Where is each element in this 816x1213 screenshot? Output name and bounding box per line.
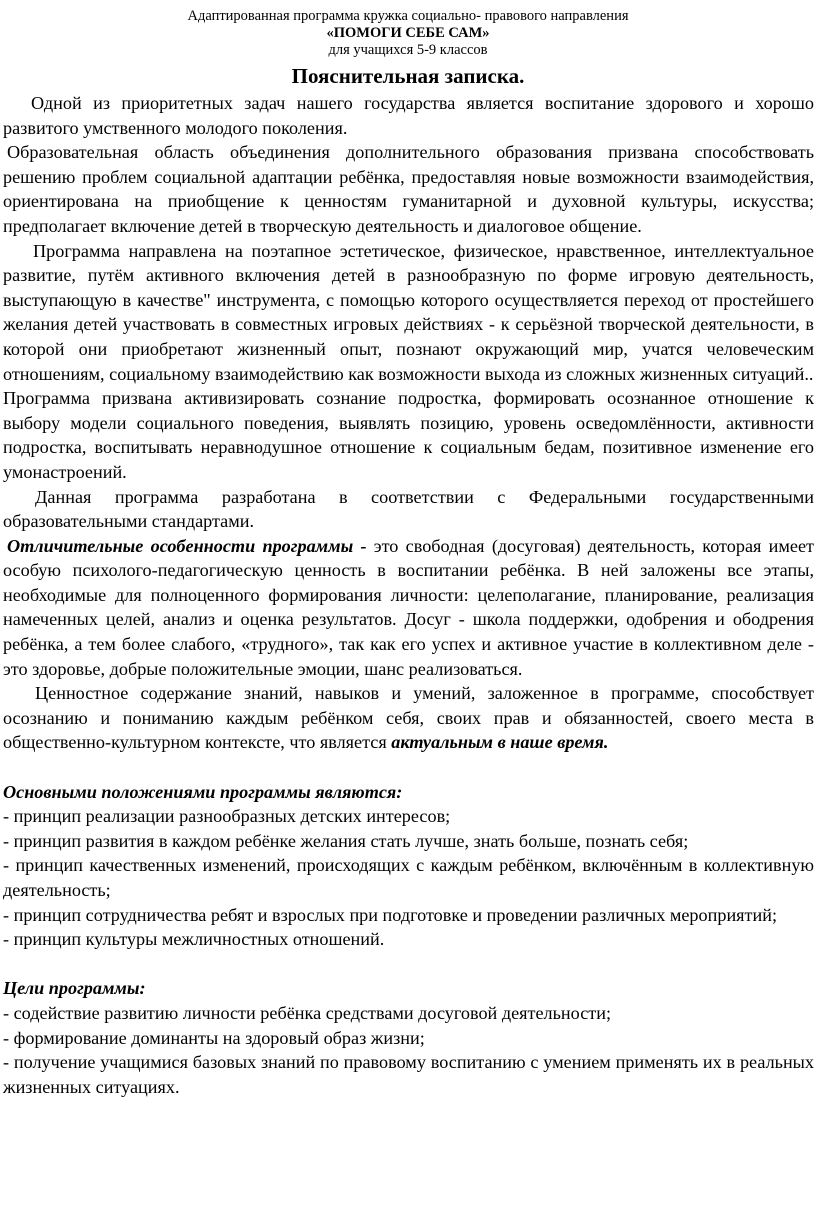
principle-item: - принцип реализации разнообразных детских интересов; (3, 806, 451, 827)
target-audience-line: для учащихся 5-9 классов (328, 42, 488, 58)
goal-item: - содействие развитию личности ребёнка средствами досуговой деятельности; (3, 1002, 612, 1023)
program-name: «ПОМОГИ СЕБЕ САМ» (326, 25, 490, 41)
principle-item: - принцип развития в каждом ребёнке желания стать лучше, знать больше, познать себя; (3, 830, 689, 851)
page-title: Пояснительная записка. (291, 64, 525, 88)
paragraph-intro: Одной из приоритетных задач нашего государства является воспитание здорового и хорошо развитого умственного молодого поколения. (3, 93, 814, 138)
paragraph-program-direction: Программа направлена на поэтапное эстетическое, физическое, нравственное, интеллектуальное развитие, путём активного включения детей в разнообразную по форме игровую деятельность, выступающую в качестве" инструмента, с помощью которого осуществляется переход от простейшего желания детей участвовать в совместных игровых действиях - к серьёзной творческой деятельности, в которой они приобретают жизненный опыт, познают окружающий мир, учатся человеческим отношениям, социальному взаимодействию как возможности выхода из сложных жизненных ситуаций.. (3, 240, 814, 384)
paragraph-standards: Данная программа разработана в соответствии с Федеральными государственными образовательными стандартами. (3, 486, 814, 532)
features-text: это свободная (досуговая) деятельность, которая имеет особую психолого-педагогическую ценность в воспитании ребёнка. В ней заложены все этапы, необходимые для полноценного формирования личности: целеполагание, планирование, реализация намеченных целей, анализ и оценка результатов. Досуг - школа поддержки, одобрения и ободрения ребёнка, а тем более слабого, «трудного», так как его успех и активное участие в коллективном деле - это здоровье, добрые положительные эмоции, шанс реализоваться. (3, 535, 814, 679)
paragraph-value-content (3, 681, 814, 755)
principle-item: - принцип качественных изменений, происходящих с каждым ребёнком, включённым в коллективную деятельность; (3, 855, 814, 900)
paragraph-education-area: Образовательная область объединения дополнительного образования призвана способствовать решению проблем социальной адаптации ребёнка, предоставляя новые возможности взаимодействия, ориентирована на приобщение к ценностям гуманитарной и духовной культуры, искусства; предполагает включение детей в творческую деятельность и диалоговое общение. (3, 142, 814, 236)
spacer (3, 952, 814, 977)
program-type-line: Адаптированная программа кружка социально- правового направления (187, 8, 629, 24)
paragraph-features (3, 534, 814, 682)
goals-heading: Цели программы: (3, 978, 146, 999)
principle-item: - принцип культуры межличностных отношений. (3, 929, 385, 950)
principles-heading: Основными положениями программы являются: (3, 781, 403, 802)
value-content-text: Ценностное содержание знаний, навыков и умений, заложенное в программе, способствует осознанию и пониманию каждым ребёнком себя, своих прав и обязанностей, своего места в общественно-культурном контексте, что является (3, 683, 814, 753)
paragraph-program-purpose: Программа призвана активизировать сознание подростка, формировать осознанное отношение к выбору модели социального поведения, выявлять позицию, уровень осведомлённости, активности подростка, воспитывать неравнодушное отношение к социальным бедам, позитивное изменение его умонастроений. (3, 388, 814, 482)
goal-item: - получение учащимися базовых знаний по правовому воспитанию с умением применять их в реальных жизненных ситуациях. (3, 1052, 814, 1097)
features-lead: Отличительные особенности программы - (7, 535, 367, 556)
goal-item: - формирование доминанты на здоровый образ жизни; (3, 1027, 425, 1048)
value-content-emphasis: актуальным в наше время. (391, 732, 609, 753)
spacer (3, 755, 814, 780)
document-body (0, 91, 816, 1099)
principle-item: - принцип сотрудничества ребят и взрослых при подготовке и проведении различных мероприятий; (3, 904, 778, 925)
